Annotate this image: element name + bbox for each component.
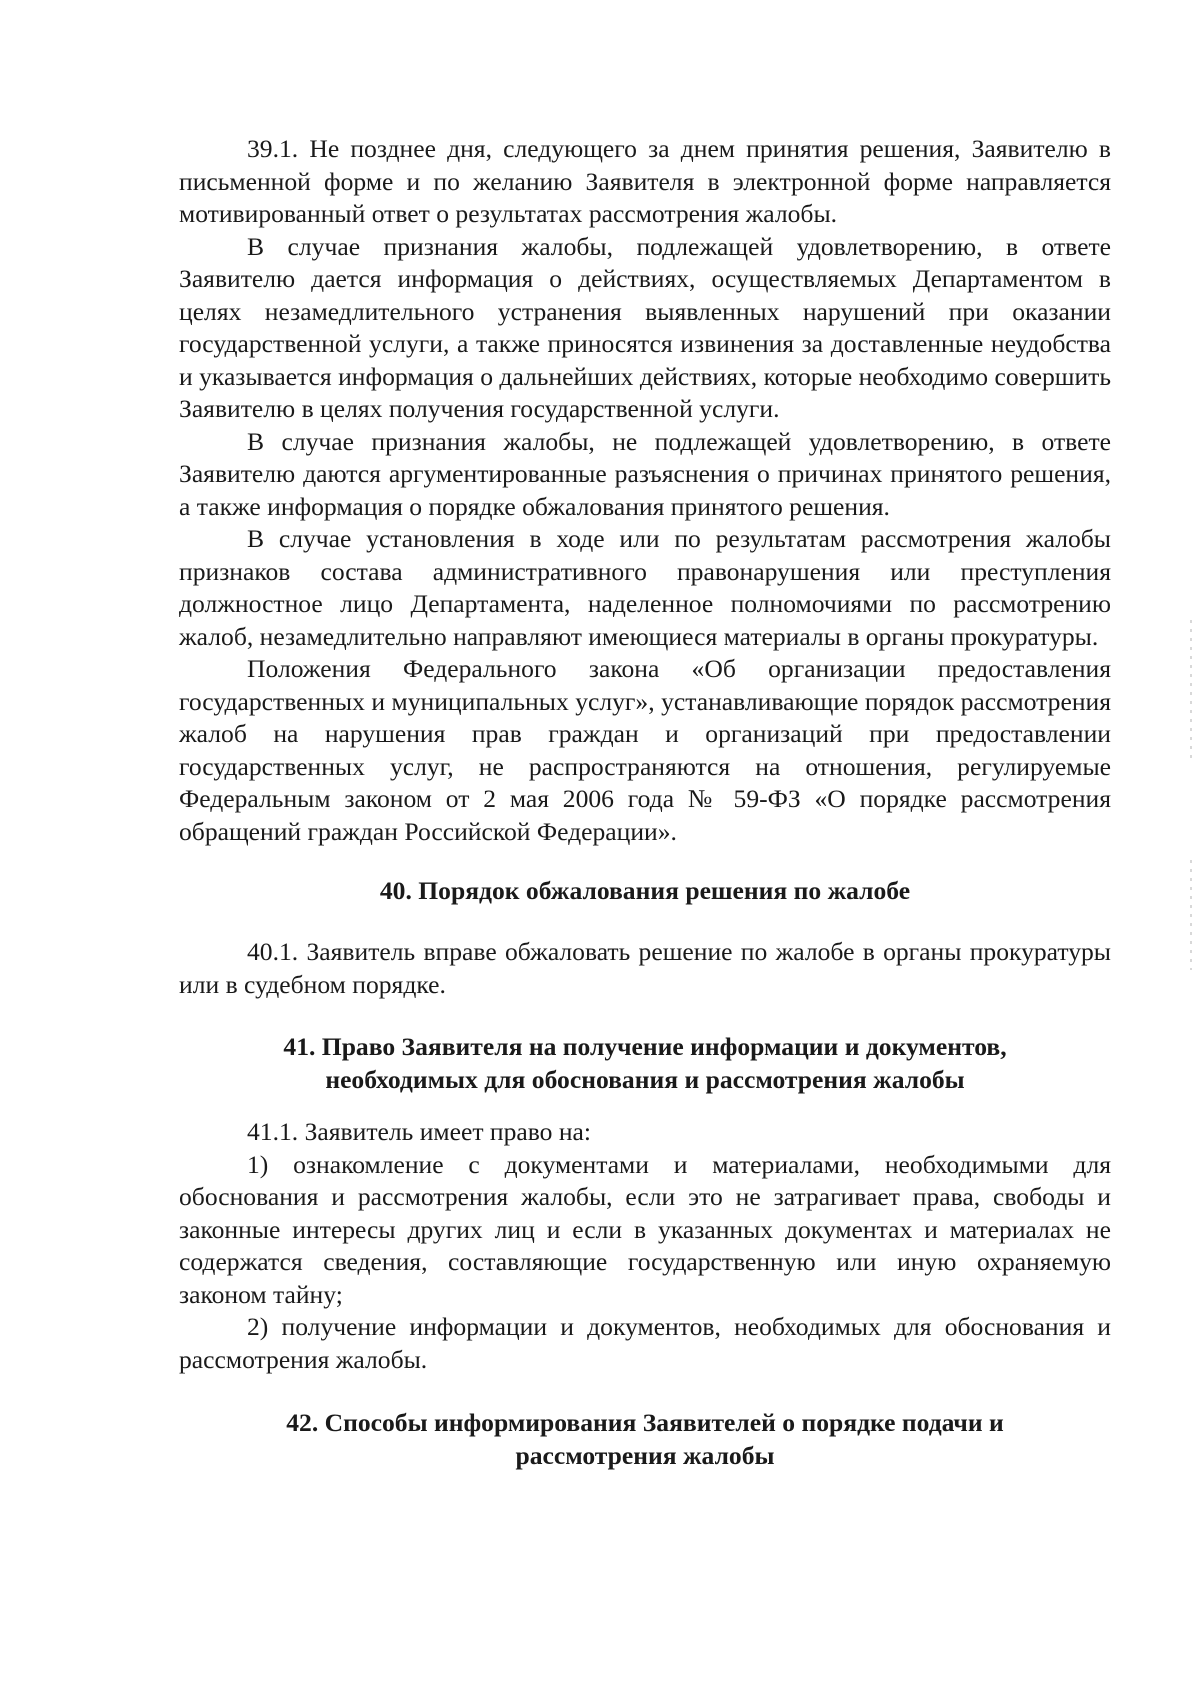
- section-42-heading-line-1: 42. Способы информирования Заявителей о порядке подачи и: [286, 1408, 1004, 1437]
- section-42-heading-line-2: рассмотрения жалобы: [515, 1441, 775, 1470]
- paragraph-41-1: 41.1. Заявитель имеет право на:: [247, 1117, 592, 1146]
- paragraph-41-1-item-2: 2) получение информации и документов, необходимых для обоснования и рассмотрения жалобы.: [179, 1312, 1111, 1374]
- scan-noise-mark: [1190, 860, 1192, 970]
- paragraph-rejected-complaint: В случае признания жалобы, не подлежащей удовлетворению, в ответе Заявителю даются аргументированные разъяснения о причинах принятого решения, а также информация о порядке обжалования принятого решения.: [179, 426, 1111, 521]
- scan-noise-mark: [1190, 620, 1192, 760]
- paragraph-39-1: 39.1. Не позднее дня, следующего за днем принятия решения, Заявителю в письменной форме и по желанию Заявителя в электронной форме направляется мотивированный ответ о результатах рассмотрения жалобы.: [179, 134, 1111, 228]
- paragraph-41-1-item-1: 1) ознакомление с документами и материалами, необходимыми для обоснования и рассмотрения жалобы, если это не затрагивает права, свободы и законные интересы других лиц и если в указанных документах и материалах не содержатся сведения, составляющие государственную или иную охраняемую законом тайну;: [179, 1149, 1111, 1309]
- paragraph-offense-signs: В случае установления в ходе или по результатам рассмотрения жалобы признаков состава административного правонарушения или преступления должностное лицо Департамента, наделенное полномочиями по рассмотрению жалоб, незамедлительно направляют имеющиеся материалы в органы прокуратуры.: [179, 524, 1111, 651]
- section-41-heading-line-1: 41. Право Заявителя на получение информации и документов,: [283, 1032, 1007, 1061]
- section-41-heading-line-2: необходимых для обоснования и рассмотрения жалобы: [325, 1065, 965, 1094]
- section-42-heading: [179, 1406, 1111, 1472]
- paragraph-40-1: 40.1. Заявитель вправе обжаловать решение по жалобе в органы прокуратуры или в судебном порядке.: [179, 937, 1111, 999]
- paragraph-satisfied-complaint: В случае признания жалобы, подлежащей удовлетворению, в ответе Заявителю дается информация о действиях, осуществляемых Департаментом в целях незамедлительного устранения выявленных нарушений при оказании государственной услуги, а также приносятся извинения за доставленные неудобства и указывается информация о дальнейших действиях, которые необходимо совершить Заявителю в целях получения государственной услуги.: [179, 231, 1111, 423]
- paragraph-federal-law: Положения Федерального закона «Об организации предоставления государственных и муниципальных услуг», устанавливающие порядок рассмотрения жалоб на нарушения прав граждан и организаций при предоставлении государственных услуг, не распространяются на отношения, регулируемые Федеральным законом от 2 мая 2006 года № 59-ФЗ «О порядке рассмотрения обращений граждан Российской Федерации».: [179, 654, 1111, 846]
- section-40-heading: 40. Порядок обжалования решения по жалобе: [379, 876, 911, 905]
- section-41-heading: [179, 1030, 1111, 1096]
